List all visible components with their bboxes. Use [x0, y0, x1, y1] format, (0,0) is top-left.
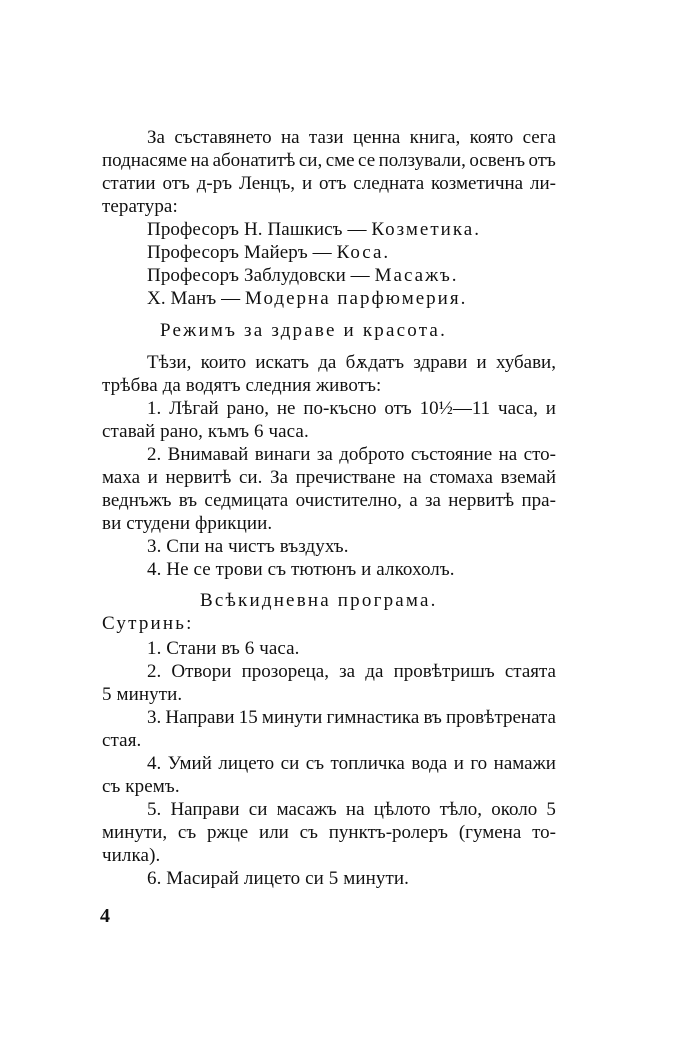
word: на [345, 799, 365, 820]
source-4 [147, 288, 467, 310]
word: въ [178, 490, 198, 511]
source-3-title: Масажъ. [374, 265, 459, 286]
word: часа, [498, 398, 538, 419]
regime-item-4: 4. Не се трови съ тютюнъ и алкохолъ. [147, 559, 455, 580]
word: си. [238, 467, 263, 488]
word: стаята [504, 661, 556, 682]
program-item-5-line-3: чилка). [102, 845, 161, 866]
word: гимнастика [326, 707, 420, 728]
word: прозореца, [241, 661, 329, 682]
word: Внимавай [167, 444, 249, 465]
intro-line-1 [147, 127, 556, 149]
regime-item-2-line-1 [147, 444, 556, 466]
source-3 [147, 265, 459, 287]
word: цѣлото [373, 799, 431, 820]
word: рано, [226, 398, 269, 419]
word: и [545, 398, 556, 419]
word: Тѣзи, [147, 352, 192, 373]
word: за [424, 490, 441, 511]
word: маха [102, 467, 141, 488]
source-3-author: Професоръ Заблудовски — [147, 265, 375, 286]
word: минути [261, 707, 323, 728]
intro-line-4: тература: [102, 196, 178, 217]
word: 5 [546, 799, 556, 820]
word: 2. [147, 444, 162, 465]
word: искатъ [255, 352, 309, 373]
intro-line-3 [102, 173, 556, 195]
source-4-author: Х. Манъ — [147, 288, 246, 309]
word: винаги [254, 444, 311, 465]
word: стомаха [429, 467, 493, 488]
word: Лѣгай [169, 398, 219, 419]
word: съ [299, 822, 318, 843]
program-item-2-line-1 [147, 661, 556, 683]
word: д-ръ [196, 173, 233, 194]
word: пунктъ-ролеръ [328, 822, 449, 843]
program-item-4-line-2: съ кремъ. [102, 776, 180, 797]
regime-item-2-line-2 [102, 467, 556, 489]
word: а [409, 490, 418, 511]
word: за [316, 444, 333, 465]
word: отъ [319, 173, 347, 194]
word: следната [353, 173, 425, 194]
word: да [318, 352, 337, 373]
source-2-author: Професоръ Майеръ — [147, 242, 337, 263]
word: си [248, 799, 268, 820]
word: си [280, 753, 300, 774]
word: около [491, 799, 538, 820]
word: ползували, [378, 150, 466, 171]
word: не [276, 398, 296, 419]
word: или [259, 822, 289, 843]
word: съ [177, 822, 197, 843]
word: седмицата [204, 490, 289, 511]
word: Отвори [171, 661, 232, 682]
word: очистително, [295, 490, 402, 511]
word: нервитѣ [165, 467, 232, 488]
word: за [339, 661, 356, 682]
word: здрави [413, 352, 468, 373]
word: Направи [165, 707, 235, 728]
word: отъ [384, 398, 412, 419]
word: 4. [147, 753, 162, 774]
regime-item-1-line-2: ставай рано, къмъ 6 часа. [102, 421, 309, 442]
regime-item-2-line-4: ви студени фрикции. [102, 513, 273, 534]
word: 2. [147, 661, 162, 682]
word: доброто [339, 444, 405, 465]
source-1 [147, 219, 481, 241]
word: си, [298, 150, 323, 171]
word: на [190, 150, 210, 171]
program-item-4-line-1 [147, 753, 556, 775]
word: минути, [102, 822, 168, 843]
word: книга, [409, 127, 461, 148]
word: вземай [500, 467, 556, 488]
word: 5. [147, 799, 162, 820]
source-4-title: Модерна парфюмерия. [245, 288, 468, 309]
word: 1. [147, 398, 162, 419]
regime-item-3: 3. Спи на чистъ въздухъ. [147, 536, 349, 557]
word: тази [308, 127, 344, 148]
subheading-morning: Сутринь: [102, 613, 194, 634]
regime-p1-line-2: трѣбва да водятъ следния животъ: [102, 375, 382, 396]
word: статии [102, 173, 156, 194]
source-2-title: Коса. [336, 242, 391, 263]
word: се [358, 150, 376, 171]
section-heading-program: Всѣкидневна програма. [200, 590, 438, 611]
word: ржце [206, 822, 249, 843]
word: масажъ [276, 799, 337, 820]
word: съставянето [174, 127, 272, 148]
word: 10½—11 [419, 398, 491, 419]
word: отъ [162, 173, 190, 194]
word: то- [532, 822, 556, 843]
word: и [476, 352, 487, 373]
word: пречистване [295, 467, 396, 488]
word: провѣтришъ [393, 661, 495, 682]
regime-item-1-line-1 [147, 398, 556, 420]
word: сега [522, 127, 556, 148]
word: топличка [330, 753, 405, 774]
word: 15 [238, 707, 258, 728]
page-number: 4 [100, 905, 110, 927]
word: сто- [523, 444, 556, 465]
word: го [470, 753, 488, 774]
program-item-3-line-1 [147, 707, 556, 729]
word: (гумена [458, 822, 522, 843]
source-2 [147, 242, 390, 264]
word: на [498, 444, 518, 465]
word: по-късно [303, 398, 377, 419]
program-item-3-line-2: стая. [102, 730, 142, 751]
regime-item-2-line-3 [102, 490, 556, 512]
word: да [365, 661, 384, 682]
word: въ [423, 707, 442, 728]
word: веднъжъ [102, 490, 172, 511]
word: съ [305, 753, 325, 774]
word: бѫдатъ [345, 352, 405, 373]
word: абонатитѣ [212, 150, 296, 171]
section-heading-regime: Режимъ за здраве и красота. [160, 320, 448, 341]
word: и [147, 467, 158, 488]
word: хубави, [495, 352, 556, 373]
word: Направи [170, 799, 240, 820]
program-item-5-line-1 [147, 799, 556, 821]
word: които [200, 352, 247, 373]
word: поднасяме [102, 150, 188, 171]
word: намажи [493, 753, 556, 774]
word: Умий [167, 753, 212, 774]
word: и [301, 173, 313, 194]
word: За [269, 467, 288, 488]
word: провѣтрената [445, 707, 556, 728]
program-item-1: 1. Стани въ 6 часа. [147, 638, 300, 659]
word: нервитѣ [448, 490, 515, 511]
word: отъ [528, 150, 556, 171]
word: 3. [147, 707, 162, 728]
word: тѣло, [439, 799, 483, 820]
source-1-author: Професоръ Н. Пашкисъ — [147, 219, 372, 240]
word: сме [325, 150, 355, 171]
word: Ленцъ, [238, 173, 296, 194]
program-item-2-line-2: 5 минути. [102, 684, 183, 705]
program-item-5-line-2 [102, 822, 556, 844]
word: състояние [410, 444, 493, 465]
word: ли- [530, 173, 556, 194]
word: и [453, 753, 464, 774]
intro-line-2 [102, 150, 556, 172]
program-item-6: 6. Масирай лицето си 5 минути. [147, 868, 410, 889]
word: вода [411, 753, 448, 774]
source-1-title: Козметика. [371, 219, 481, 240]
word: ценна [352, 127, 401, 148]
word: на [280, 127, 300, 148]
word: която [469, 127, 514, 148]
word: За [147, 127, 165, 148]
word: освенъ [469, 150, 526, 171]
word: лицето [218, 753, 275, 774]
word: пра- [521, 490, 556, 511]
word: на [403, 467, 422, 488]
word: козметична [431, 173, 524, 194]
regime-p1-line-1 [147, 352, 556, 374]
